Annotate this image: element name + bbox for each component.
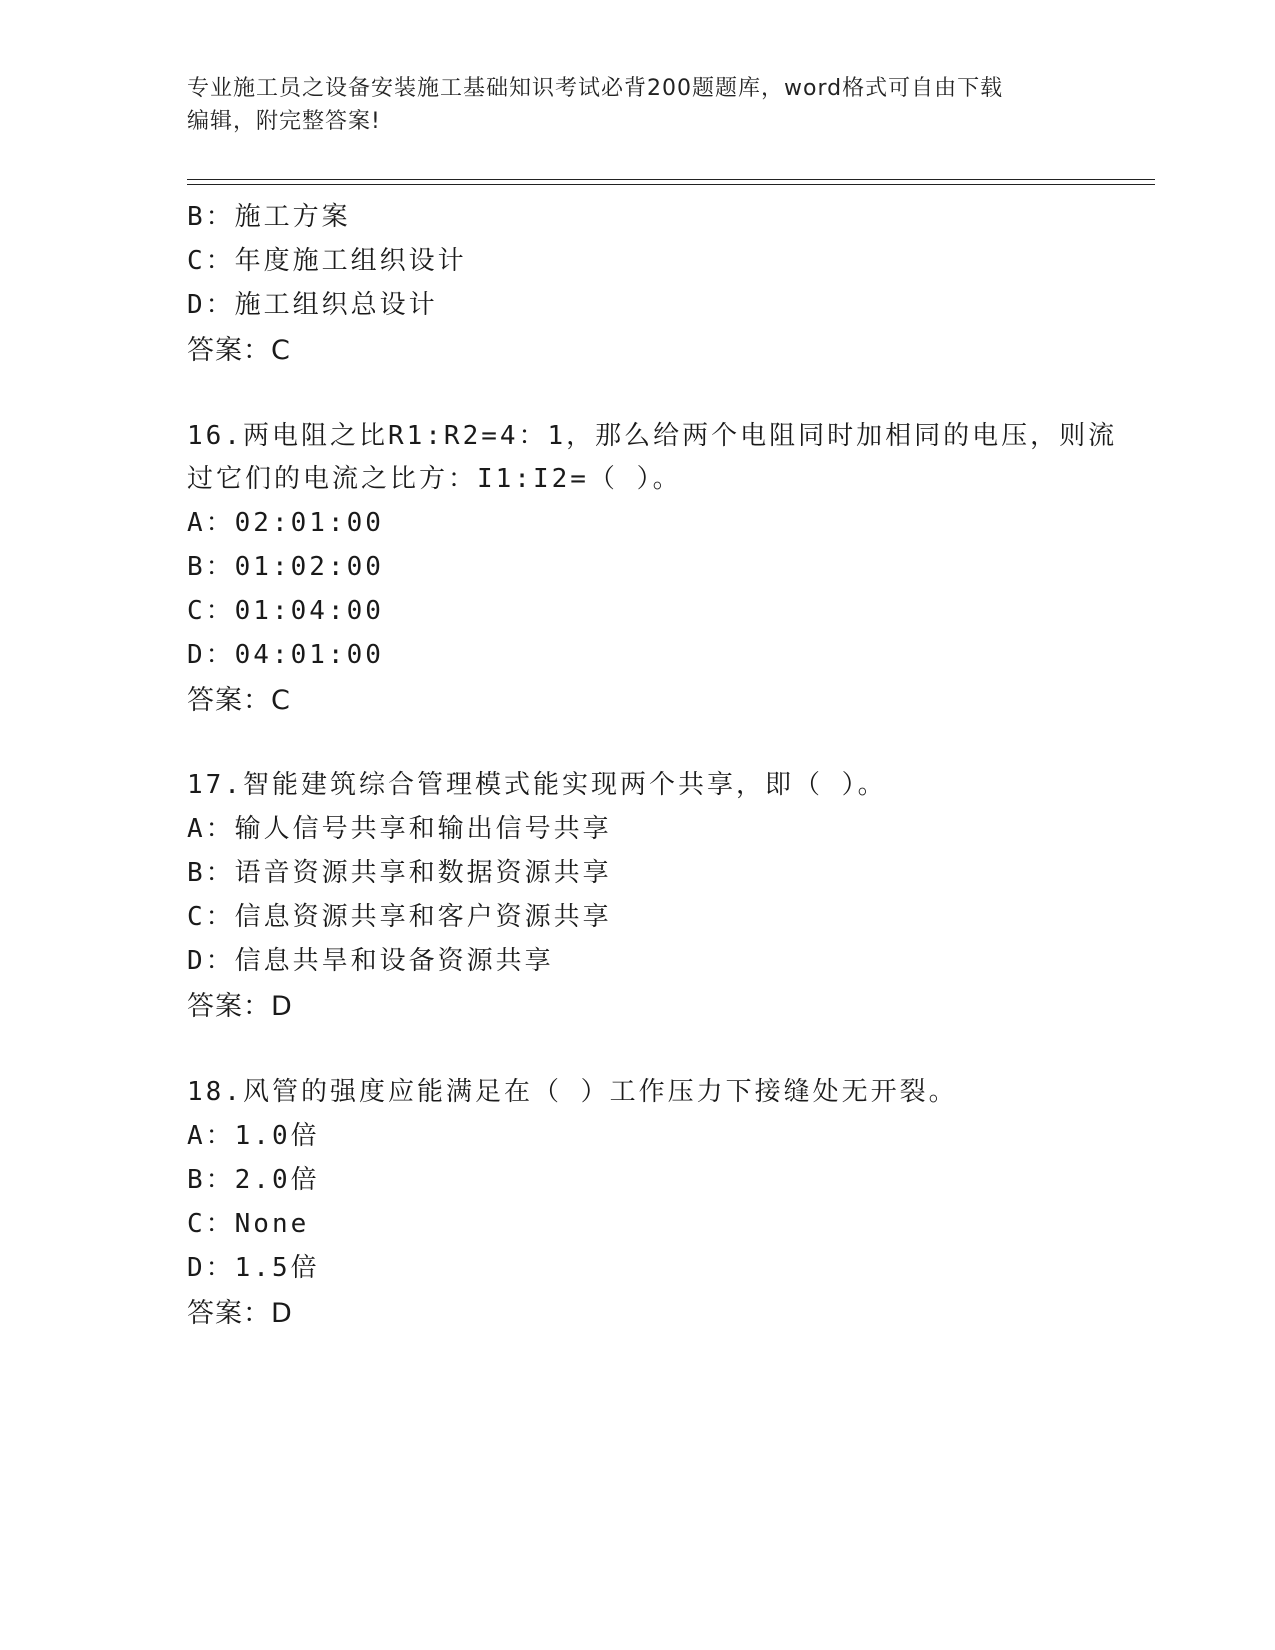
option-b: B：01:02:00 [187, 552, 384, 582]
header-rule-bottom [187, 184, 1155, 185]
option-b: B：施工方案 [187, 202, 351, 232]
option-d: D：施工组织总设计 [187, 290, 438, 320]
answer-line: 答案：D [187, 1298, 293, 1329]
answer-line: 答案：C [187, 685, 291, 716]
question-stem-continued: 过它们的电流之比方：I1:I2=（ ）。 [187, 464, 682, 494]
header-title-line-1: 专业施工员之设备安装施工基础知识考试必背200题题库，word格式可自由下载 [187, 76, 1004, 101]
question-stem: 17.智能建筑综合管理模式能实现两个共享，即（ ）。 [187, 770, 887, 800]
option-a: A：02:01:00 [187, 508, 384, 538]
option-d: D：1.5倍 [187, 1253, 320, 1283]
option-d: D：04:01:00 [187, 640, 384, 670]
option-c: C：年度施工组织设计 [187, 246, 467, 276]
answer-line: 答案：D [187, 991, 293, 1022]
option-d: D：信息共旱和设备资源共享 [187, 946, 554, 976]
option-b: B：2.0倍 [187, 1165, 320, 1195]
option-a: A：输人信号共享和输出信号共享 [187, 814, 612, 844]
question-stem: 18.风管的强度应能满足在（ ）工作压力下接缝处无开裂。 [187, 1077, 958, 1107]
option-c: C：信息资源共享和客户资源共享 [187, 902, 612, 932]
document-header [187, 72, 1087, 138]
answer-line: 答案：C [187, 335, 291, 366]
option-c: C：01:04:00 [187, 596, 384, 626]
header-title-line-2: 编辑，附完整答案! [187, 109, 381, 134]
option-a: A：1.0倍 [187, 1121, 320, 1151]
question-stem: 16.两电阻之比R1:R2=4：1，那么给两个电阻同时加相同的电压，则流 [187, 421, 1118, 451]
header-rule-top [187, 179, 1155, 180]
option-b: B：语音资源共享和数据资源共享 [187, 858, 612, 888]
option-c: C：None [187, 1209, 310, 1239]
